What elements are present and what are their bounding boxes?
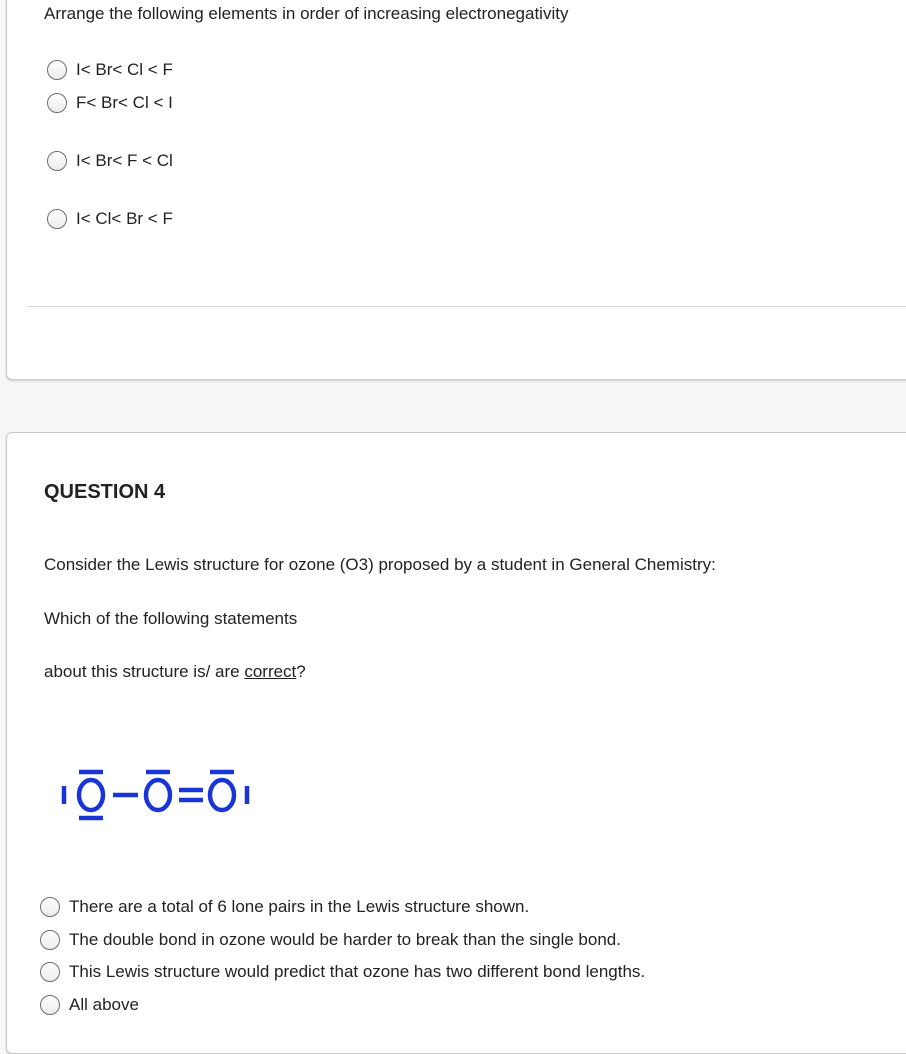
radio-button[interactable] bbox=[47, 60, 67, 80]
radio-button[interactable] bbox=[40, 930, 60, 950]
oxygen-atom-2 bbox=[146, 780, 170, 810]
question-3-card bbox=[6, 0, 906, 380]
option-label: The double bond in ozone would be harder to break than the single bond. bbox=[69, 930, 621, 949]
radio-button[interactable] bbox=[47, 151, 67, 171]
oxygen-atom-3 bbox=[210, 780, 234, 810]
option-q3-3[interactable] bbox=[47, 149, 173, 173]
question-4-line-2: Which of the following statements bbox=[44, 609, 298, 628]
option-q4-4[interactable] bbox=[40, 993, 139, 1017]
option-q4-3[interactable] bbox=[40, 960, 645, 984]
option-label: I< Cl< Br < F bbox=[76, 209, 173, 228]
option-label: I< Br< Cl < F bbox=[76, 60, 173, 79]
underlined-word: correct bbox=[244, 662, 297, 681]
option-label: I< Br< F < Cl bbox=[76, 151, 173, 170]
option-label: All above bbox=[69, 995, 139, 1014]
question-title: QUESTION 4 bbox=[44, 481, 166, 503]
question-4-line-1: Consider the Lewis structure for ozone (O3) proposed by a student in General Chemistry: bbox=[44, 555, 716, 574]
option-q3-4[interactable] bbox=[47, 207, 173, 231]
option-q3-1[interactable] bbox=[47, 58, 173, 82]
radio-button[interactable] bbox=[47, 93, 67, 113]
question-3-prompt: Arrange the following elements in order of increasing electronegativity bbox=[44, 4, 569, 23]
radio-button[interactable] bbox=[47, 209, 67, 229]
option-q4-2[interactable] bbox=[40, 928, 621, 952]
oxygen-atom-1 bbox=[79, 780, 103, 810]
ozone-lewis-structure bbox=[58, 768, 258, 824]
question-4-line-3: about this structure is/ are correct? bbox=[44, 662, 306, 681]
option-label: There are a total of 6 lone pairs in the Lewis structure shown. bbox=[69, 897, 530, 916]
divider bbox=[27, 306, 906, 307]
radio-button[interactable] bbox=[40, 995, 60, 1015]
option-q4-1[interactable] bbox=[40, 895, 529, 919]
radio-button[interactable] bbox=[40, 962, 60, 982]
option-q3-2[interactable] bbox=[47, 91, 173, 115]
option-label: F< Br< Cl < I bbox=[76, 93, 173, 112]
radio-button[interactable] bbox=[40, 897, 60, 917]
option-label: This Lewis structure would predict that ozone has two different bond lengths. bbox=[69, 962, 646, 981]
